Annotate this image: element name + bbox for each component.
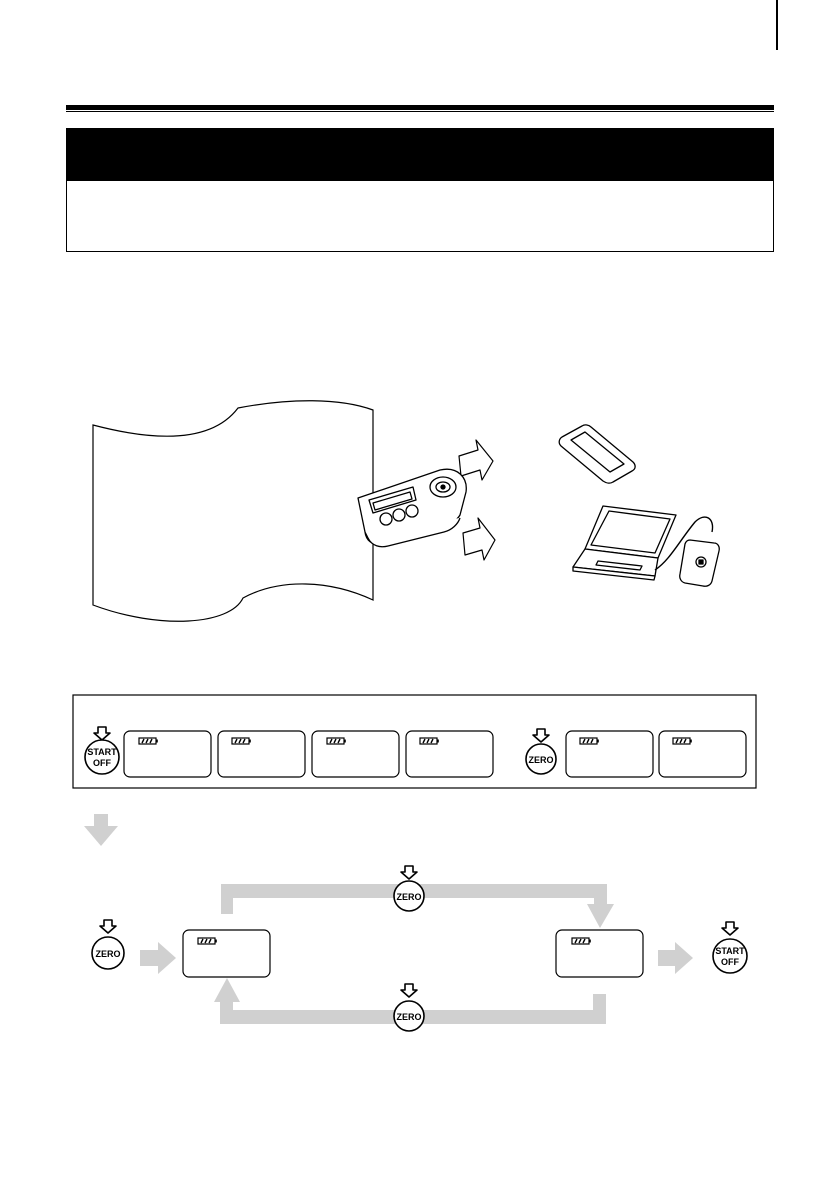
lcd-display-6 xyxy=(659,731,746,777)
smartphone xyxy=(559,425,635,483)
zero-button[interactable] xyxy=(526,744,556,774)
transmit-arrow-upper xyxy=(459,440,493,480)
zero-label-top: ZERO xyxy=(396,892,422,902)
lcd-display-2 xyxy=(218,731,305,777)
zero-button-bottom[interactable] xyxy=(394,1001,424,1031)
start-label: START xyxy=(87,747,117,757)
lcd-display-loop-right xyxy=(556,930,643,977)
start-off-button[interactable] xyxy=(85,740,119,774)
laptop xyxy=(573,506,676,580)
start-off-button-right[interactable] xyxy=(713,939,747,973)
off-label: OFF xyxy=(93,758,111,768)
lcd-display-5 xyxy=(566,731,653,777)
lcd-display-4 xyxy=(406,731,493,777)
start-label-right: START xyxy=(715,946,745,956)
zero-label: ZERO xyxy=(528,755,554,765)
lcd-display-loop-left xyxy=(183,930,270,977)
note-scroll xyxy=(93,401,373,622)
off-label-right: OFF xyxy=(721,957,739,967)
transmit-arrow-lower xyxy=(463,518,495,560)
lcd-display-1 xyxy=(124,731,211,777)
zero-button-top[interactable] xyxy=(394,881,424,911)
lcd-display-3 xyxy=(312,731,399,777)
zero-button-left[interactable] xyxy=(92,937,124,969)
refractometer-device xyxy=(358,469,466,547)
usb-adapter xyxy=(680,540,720,586)
zero-label-bottom: ZERO xyxy=(396,1012,422,1022)
zero-label-left: ZERO xyxy=(95,949,121,959)
gray-down-arrow xyxy=(84,814,118,846)
